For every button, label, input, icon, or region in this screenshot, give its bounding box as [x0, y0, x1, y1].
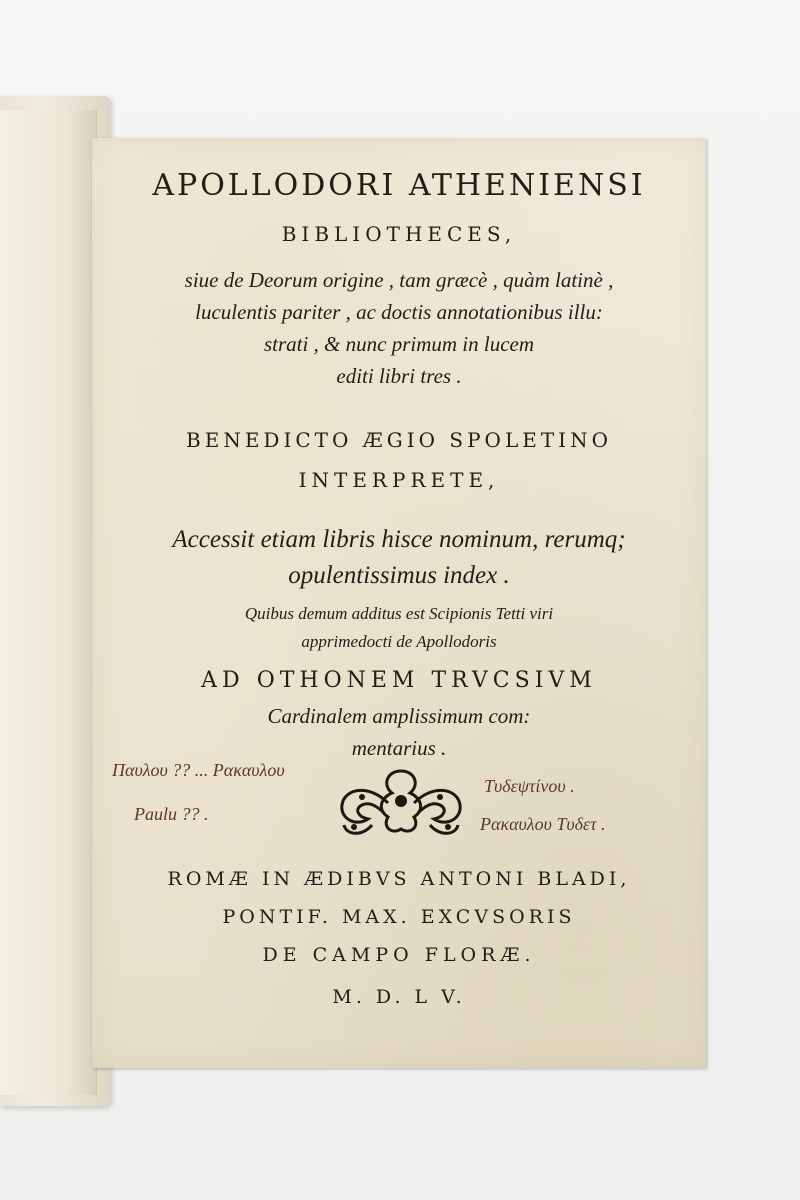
page-block-edge — [0, 110, 97, 1095]
imprint-line-3: DE CAMPO FLORÆ. — [262, 944, 536, 966]
author-line: APOLLODORI ATHENIENSI — [152, 168, 646, 203]
subtitle-line-3: strati , & nunc primum in lucem — [263, 332, 535, 356]
index-line-2: opulentissimus index . — [288, 562, 510, 589]
work-title: BIBLIOTHECES, — [281, 222, 517, 246]
index-line-1: Accessit etiam libris hisce nominum, rerumq; — [172, 526, 626, 553]
handwritten-note-3: Τυδεψτίνου . — [484, 776, 575, 796]
commentary-line-1: Quibus demum additus est Scipionis Tetti viri — [244, 604, 554, 623]
imprint-line-2: PONTIF. MAX. EXCVSORIS — [222, 906, 576, 928]
handwritten-note-2: Paulu ?? . — [134, 804, 209, 824]
translator-line-2: INTERPRETE, — [298, 468, 500, 492]
printers-device-ornament — [332, 763, 470, 843]
subtitle-line-4: editi libri tres . — [336, 364, 462, 388]
imprint-line-1: ROMÆ IN ÆDIBVS ANTONI BLADI, — [167, 868, 631, 890]
commentary-line-5: mentarius . — [351, 736, 447, 760]
subtitle-line-2: luculentis pariter , ac doctis annotationibus illu: — [195, 300, 603, 324]
title-page — [92, 138, 706, 1068]
subtitle-line-1: siue de Deorum origine , tam græcè , quàm latinè , — [184, 268, 614, 292]
handwritten-note-1: Παυλου ?? ... Ρακαυλου — [112, 760, 285, 780]
imprint-date: M. D. L V. — [332, 986, 466, 1008]
commentary-line-4: Cardinalem amplissimum com: — [267, 704, 531, 728]
commentary-line-2: apprimedocti de Apollodoris — [301, 632, 497, 651]
translator-line-1: BENEDICTO ÆGIO SPOLETINO — [186, 428, 612, 452]
commentary-line-3: AD OTHONEM TRVCSIVM — [201, 668, 597, 693]
handwritten-note-4: Ρακαυλου Τυδετ . — [480, 814, 606, 834]
